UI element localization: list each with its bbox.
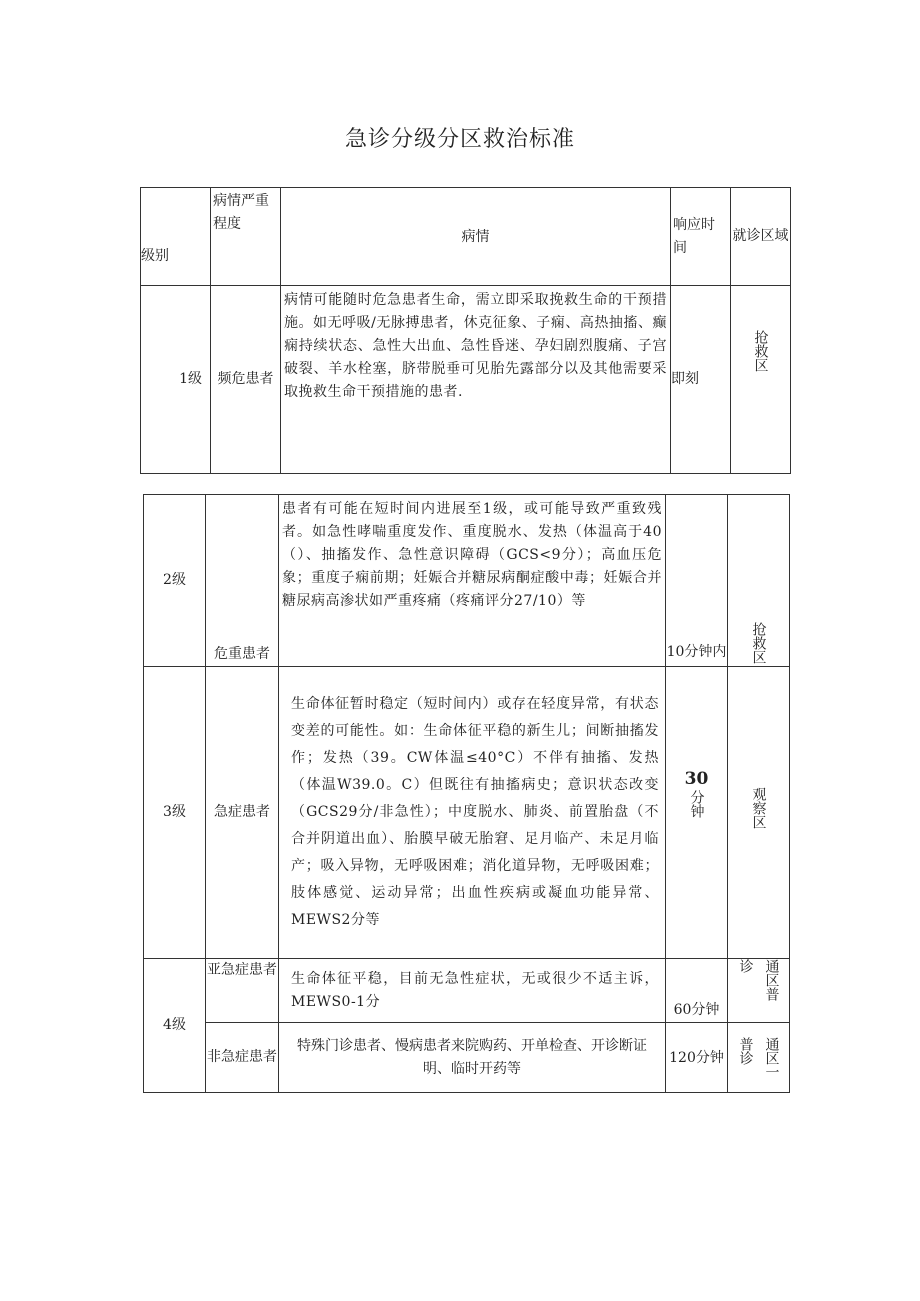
header-severity: 病情严重程度 (211, 188, 281, 286)
zone-cell (728, 959, 790, 1023)
level-cell: 2级 (144, 495, 206, 667)
severity-cell: 急症患者 (206, 667, 279, 959)
response-cell (666, 667, 728, 959)
zone-cell (728, 1023, 790, 1093)
zone-text-a: 诊 (737, 959, 754, 973)
response-cell: 60分钟 (666, 959, 728, 1023)
zone-text: 观察区 (750, 787, 767, 829)
table-header-row (141, 188, 791, 286)
header-zone: 就诊区域 (731, 188, 791, 286)
header-response: 响应时间 (671, 188, 731, 286)
level-cell: 4级 (144, 959, 206, 1093)
triage-table-part2 (143, 494, 790, 1093)
condition-cell: 特殊门诊患者、慢病患者来院购药、开单检查、开诊断证明、临时开药等 (279, 1023, 666, 1093)
page-title: 急诊分级分区救治标准 (344, 127, 575, 152)
response-number: 30 (684, 768, 709, 789)
zone-cell (728, 495, 790, 667)
condition-cell: 患者有可能在短时间内进展至1级，或可能导致严重致残者。如急性哮喘重度发作、重度脱水、发热（体温高于40（）、抽搐发作、急性意识障碍（GCS<9分）；高血压危象；重度子痫前期；妊娠合并糖尿病酮症酸中毒；妊娠合并糖尿病高渗状如严重疼痛（疼痛评分27/10）等 (279, 495, 666, 667)
header-level: 级别 (141, 188, 211, 286)
table-row (141, 286, 791, 474)
zone-text-b: 通区普 (763, 959, 780, 1001)
table-row (144, 959, 790, 1023)
zone-text-b: 通区一 (763, 1036, 780, 1079)
condition-cell: 生命体征暂时稳定（短时间内）或存在轻度异常，有状态变差的可能性。如：生命体征平稳的新生儿；间断抽搐发作；发热（39。CW体温≤40°C）不伴有抽搐、发热（体温W39.0。C）但既往有抽搐病史；意识状态改变（GCS29分/非急性）；中度脱水、肺炎、前置胎盘（不合并阴道出血）、胎膜早破无胎窘、足月临产、未足月临产；吸入异物，无呼吸困难；消化道异物，无呼吸困难；肢体感觉、运动异常；出血性疾病或凝血功能异常、MEWS2分等 (279, 667, 666, 959)
severity-cell: 危重患者 (206, 495, 279, 667)
severity-cell: 非急症患者 (206, 1023, 279, 1093)
zone-text: 抢救区 (750, 622, 767, 664)
table-row (144, 1023, 790, 1093)
level-cell: 3级 (144, 667, 206, 959)
zone-text-a: 普诊 (737, 1036, 754, 1065)
response-cell: 120分钟 (666, 1023, 728, 1093)
table-row (144, 495, 790, 667)
triage-table-part1 (140, 187, 791, 474)
zone-cell (728, 667, 790, 959)
table-row (144, 667, 790, 959)
zone-text: 抢救区 (752, 330, 769, 372)
level-cell: 1级 (141, 286, 211, 474)
zone-cell (731, 286, 791, 474)
response-unit: 分钟 (688, 789, 705, 818)
response-cell: 即刻 (671, 286, 731, 474)
condition-cell: 生命体征平稳，目前无急性症状，无或很少不适主诉，MEWS0-1分 (279, 959, 666, 1023)
header-condition: 病情 (281, 188, 671, 286)
severity-cell: 频危患者 (211, 286, 281, 474)
severity-cell: 亚急症患者 (206, 959, 279, 1023)
response-cell: 10分钟内 (666, 495, 728, 667)
condition-cell: 病情可能随时危急患者生命，需立即采取挽救生命的干预措施。如无呼吸/无脉搏患者，休克征象、子痫、高热抽搐、癫痫持续状态、急性大出血、急性昏迷、孕妇剧烈腹痛、子宫破裂、羊水栓塞，脐带脱垂可见胎先露部分以及其他需要采取挽救生命干预措施的患者. (281, 286, 671, 474)
